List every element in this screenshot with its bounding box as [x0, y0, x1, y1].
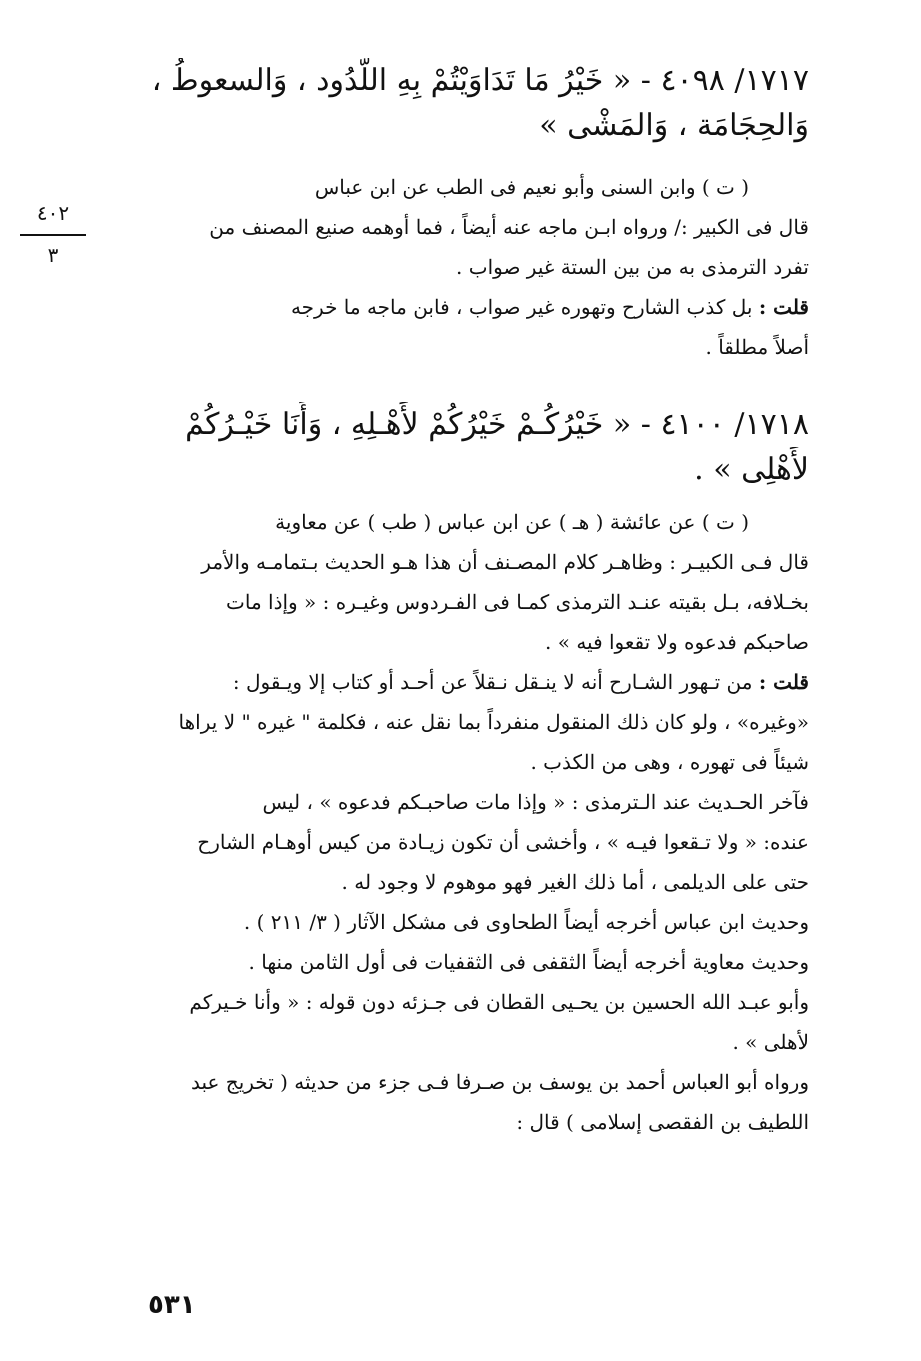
commentary-1718-kabir-line-3: صاحبكم فدعوه ولا تقعوا فيه » . — [545, 630, 809, 654]
commentary-1718-qult-line-2: «وغيره» ، ولو كان ذلك المنقول منفرداً بما نقل عنه ، فكلمة " غيره " لا يراها — [178, 710, 809, 734]
qult-text: بل كذب الشارح وتهوره غير صواب ، فابن ماجه ما خرجه — [290, 295, 759, 319]
commentary-1717-qult-line-2: أصلاً مطلقاً . — [705, 335, 809, 359]
hadith-1718-line-1: ١٧١٨/ ٤١٠٠ - « خَيْرُكُـمْ خَيْرُكُمْ لأَهْـلِهِ ، وَأَنَا خَيْـرُكُمْ — [185, 407, 809, 442]
paragraph-sarfa-line-2: اللطيف بن الفقصى إسلامى ) قال : — [516, 1110, 809, 1134]
hadith-1717-line-1: ١٧١٧/ ٤٠٩٨ - « خَيْرُ مَا تَدَاوَيْتُمْ بِهِ اللَّدُود ، وَالسعوطُ ، — [151, 63, 809, 98]
hadith-1717-line-2: وَالحِجَامَة ، وَالمَشْى » — [539, 108, 809, 143]
commentary-1718-kabir-line-1: قال فـى الكبيـر : وظاهـر كلام المصـنف أن هذا هـو الحديث بـتمامـه والأمر — [201, 550, 809, 574]
commentary-1718-qult-line-1 — [97, 662, 809, 702]
margin-reference-bottom: ٣ — [47, 243, 59, 267]
paragraph-thaqafi: وحديث معاوية أخرجه أيضاً الثقفى فى الثقفيات فى أول الثامن منها . — [248, 950, 809, 974]
paragraph-tahawi: وحديث ابن عباس أخرجه أيضاً الطحاوى فى مشكل الآثار ( ٣/ ٢١١ ) . — [243, 910, 809, 934]
margin-reference — [18, 200, 88, 268]
commentary-1718-kabir-line-2: بخـلافه، بـل بقيته عنـد الترمذى كمـا فى الفـردوس وغيـره : « وإذا مات — [226, 590, 809, 614]
commentary-1717-source: ( ت ) وابن السنى وأبو نعيم فى الطب عن ابن عباس — [314, 175, 749, 199]
commentary-1717-kabir-line-1: قال فى الكبير :/ ورواه ابـن ماجه عنه أيضاً ، فما أوهمه صنيع المصنف من — [209, 215, 809, 239]
commentary-1718 — [97, 502, 809, 1142]
commentary-1717-kabir-line-2: تفرد الترمذى به من بين الستة غير صواب . — [456, 255, 809, 279]
page-number: ٥٣١ — [148, 1290, 196, 1320]
paragraph-tirmidhi-line-3: حتى على الديلمى ، أما ذلك الغير فهو موهوم لا وجود له . — [341, 870, 809, 894]
paragraph-qattan-line-2: لأهلى » . — [732, 1030, 809, 1054]
commentary-1718-source: ( ت ) عن عائشة ( هـ ) عن ابن عباس ( طب ) عن معاوية — [275, 510, 749, 534]
margin-reference-rule — [20, 234, 86, 236]
commentary-1717 — [97, 167, 809, 367]
hadith-1717 — [97, 58, 809, 148]
qult-label: قلت : — [758, 295, 809, 319]
hadith-1718-line-2: لأَهْلِى » . — [694, 452, 809, 487]
commentary-1718-qult-line-3: شيئاً فى تهوره ، وهى من الكذب . — [530, 750, 809, 774]
paragraph-qattan-line-1: وأبو عبـد الله الحسين بن يحـيى القطان فى جـزئه دون قوله : « وأنا خـيركم — [189, 990, 809, 1014]
paragraph-tirmidhi-line-1: فآخر الحـديث عند الـترمذى : « وإذا مات صاحبـكم فدعوه » ، ليس — [262, 790, 809, 814]
margin-reference-top: ٤٠٢ — [36, 201, 70, 225]
qult-text: من تـهور الشـارح أنه لا ينـقل نـقلاً عن أحـد أو كتاب إلا ويـقول : — [232, 670, 759, 694]
qult-label: قلت : — [758, 670, 809, 694]
paragraph-tirmidhi-line-2: عنده: « ولا تـقعوا فيـه » ، وأخشى أن تكون زيـادة من كيس أوهـام الشارح — [197, 830, 809, 854]
hadith-1718 — [97, 402, 809, 492]
commentary-1717-qult-line-1 — [97, 287, 809, 327]
paragraph-sarfa-line-1: ورواه أبو العباس أحمد بن يوسف بن صـرفا فـى جزء من حديثه ( تخريج عبد — [190, 1070, 809, 1094]
